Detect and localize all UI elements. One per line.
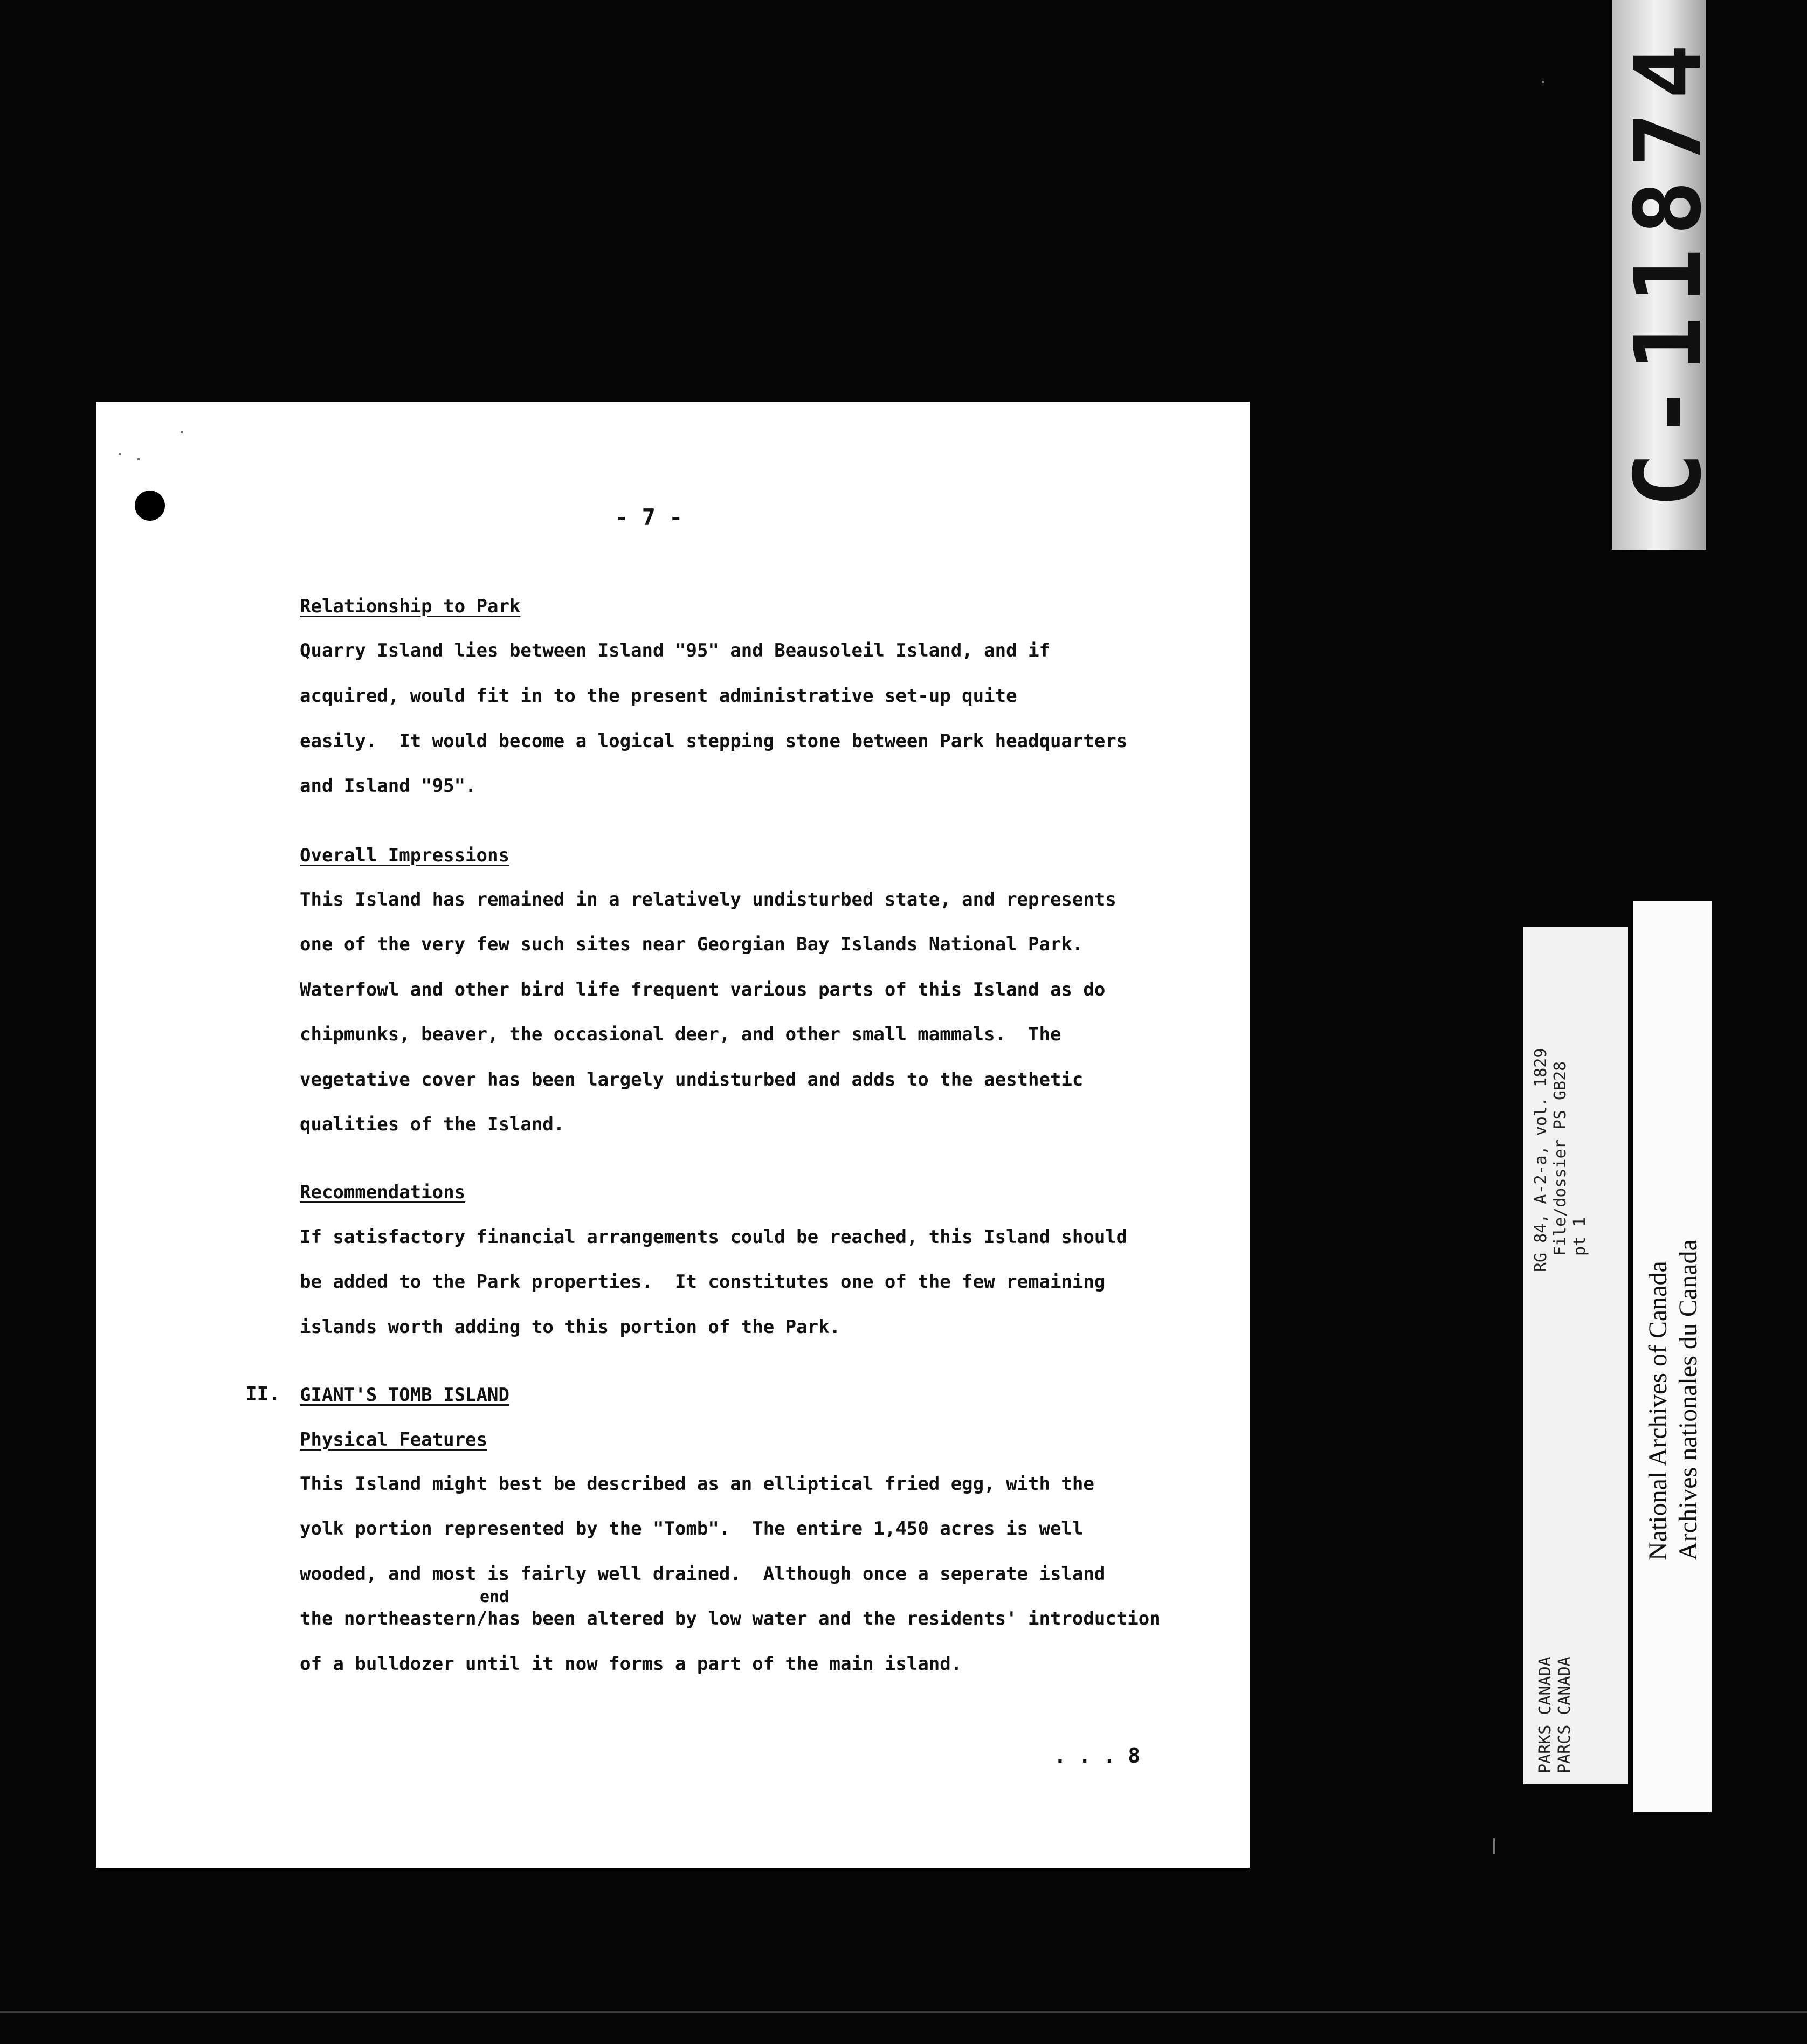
institution-line: National Archives of Canada	[1644, 1261, 1672, 1560]
continued-marker: . . . 8	[1054, 1744, 1141, 1767]
scan-speck	[181, 431, 183, 433]
text-line: This Island has remained in a relatively undisturbed state, and represents	[300, 889, 1116, 910]
text-line: be added to the Park properties. It constitutes one of the few remaining	[300, 1271, 1106, 1293]
scan-edge-line	[0, 2011, 1807, 2013]
text-line: islands worth adding to this portion of the Park.	[300, 1316, 841, 1338]
text-line: acquired, would fit in to the present administrative set-up quite	[300, 685, 1017, 707]
text-line: the northeastern/has been altered by low water and the residents' introduction	[300, 1608, 1161, 1629]
heading-physical-features: Physical Features	[300, 1429, 487, 1451]
text-line: vegetative cover has been largely undisturbed and adds to the aesthetic	[300, 1069, 1084, 1090]
text-line: This Island might best be described as an elliptical fried egg, with the	[300, 1473, 1094, 1495]
scan-speck	[1542, 81, 1544, 83]
heading-recommendations: Recommendations	[300, 1182, 466, 1203]
agency-line: PARCS CANADA	[1555, 1656, 1574, 1773]
interlinear-insert: end	[480, 1587, 509, 1606]
section-numeral: II.	[245, 1383, 281, 1405]
reference-line: pt 1	[1570, 1217, 1589, 1256]
page-number: - 7 -	[615, 504, 683, 530]
heading-overall-impressions: Overall Impressions	[300, 845, 509, 866]
frame-number: C-11874	[1615, 31, 1722, 508]
text-line: and Island "95".	[300, 775, 477, 797]
text-line: of a bulldozer until it now forms a part of the main island.	[300, 1653, 962, 1675]
text-line: Waterfowl and other bird life frequent various parts of this Island as do	[300, 979, 1106, 1000]
text-line: wooded, and most is fairly well drained. Although once a seperate island	[300, 1563, 1106, 1585]
heading-giants-tomb-island: GIANT'S TOMB ISLAND	[300, 1384, 509, 1406]
text-line: chipmunks, beaver, the occasional deer, and other small mammals. The	[300, 1024, 1061, 1045]
institution-line: Archives nationales du Canada	[1674, 1239, 1702, 1560]
scan-speck	[119, 453, 121, 455]
scan-speck	[137, 458, 140, 460]
text-line: qualities of the Island.	[300, 1114, 565, 1135]
text-line: yolk portion represented by the "Tomb". The entire 1,450 acres is well	[300, 1518, 1084, 1539]
scan-speck	[1493, 1838, 1495, 1854]
text-line: If satisfactory financial arrangements could be reached, this Island should	[300, 1226, 1128, 1248]
punch-hole	[135, 491, 165, 521]
reference-line: File/dossier PS GB28	[1551, 1061, 1570, 1256]
heading-relationship-to-park: Relationship to Park	[300, 596, 521, 617]
reference-line: RG 84, A-2-a, vol. 1829	[1532, 1048, 1550, 1272]
text-line: one of the very few such sites near Georgian Bay Islands National Park.	[300, 934, 1084, 955]
agency-line: PARKS CANADA	[1536, 1656, 1555, 1773]
text-line: Quarry Island lies between Island "95" and Beausoleil Island, and if	[300, 640, 1050, 661]
text-line: easily. It would become a logical stepping stone between Park headquarters	[300, 730, 1128, 752]
